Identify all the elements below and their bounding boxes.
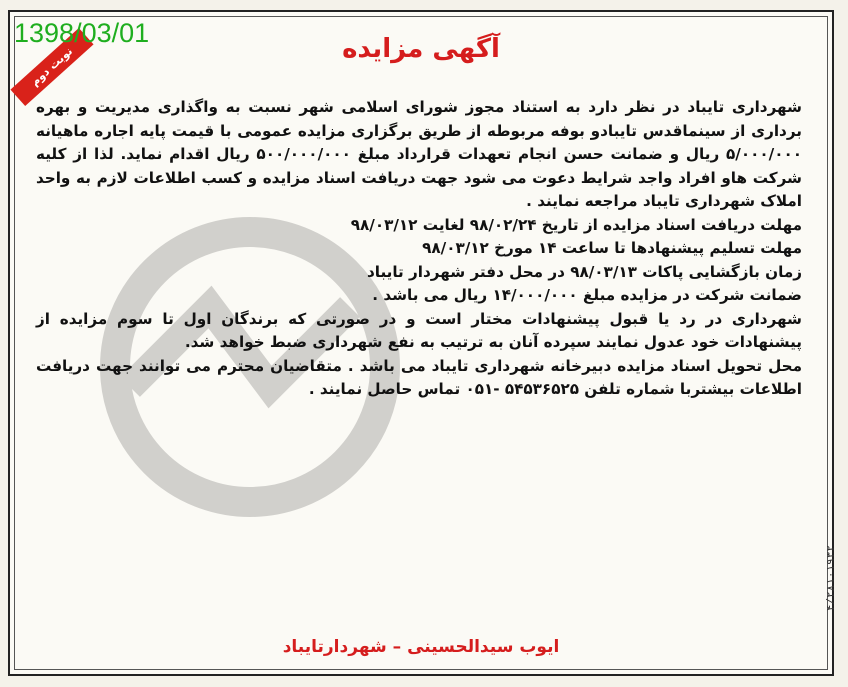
signature: ایوب سیدالحسینی – شهردارتایباد [282,637,560,657]
side-code: ۴/۲۸۱۰۱۹۳۲ [826,545,838,612]
notice-body [36,96,802,402]
ribbon-badge: نوبت دوم [10,28,93,106]
paragraph-intro: شهرداری تایباد در نظر دارد به استناد مجوز شورای اسلامی شهر نسبت به واگذاری مدیریت و بهره برداری از سینماقدس تایبادو بوفه مربوطه از طریق برگزاری مزایده عمومی با قیمت پایه اجاره ماهیانه ۵/۰۰۰/۰۰۰ ریال و ضمانت حسن انجام تعهدات قرارداد مبلغ ۵۰۰/۰۰۰/۰۰۰ ریال اقدام نماید. لذا از کلیه شرکت هاو افراد واجد شرایط دعوت می شود جهت دریافت اسناد مزایده و کسب اطلاعات لازم به واحد املاک شهرداری تایباد مراجعه نمایند . [36,98,802,210]
notice-title: آگهی مزایده [342,34,500,64]
paragraph-opening-time: زمان بازگشایی پاکات ۹۸/۰۳/۱۳ در محل دفتر شهردار تایباد [366,262,802,281]
date-stamp: 1398/03/01 [14,18,150,48]
notice-frame [8,10,834,676]
paragraph-submission-deadline: مهلت تسلیم پیشنهادها تا ساعت ۱۴ مورخ ۹۸/۰۳/۱۲ [422,239,802,257]
paragraph-guarantee: ضمانت شرکت در مزایده مبلغ ۱۴/۰۰۰/۰۰۰ ریال می باشد . [372,286,802,304]
paragraph-doc-deadline: مهلت دریافت اسناد مزایده از تاریخ ۹۸/۰۲/۲۴ لغایت ۹۸/۰۳/۱۲ [350,215,802,234]
paragraph-rights: شهرداری در رد یا قبول پیشنهادات مختار است و در صورتی که برندگان اول تا سوم مزایده از پیشنهادات خود عدول نمایند سپرده آنان به ترتیب به نفع شهرداری ضبط خواهد شد. [36,309,802,351]
paragraph-delivery: محل تحویل اسناد مزایده دبیرخانه شهرداری تایباد می باشد . متقاضیان محترم می توانند جهت دریافت اطلاعات بیشتربا شماره تلفن ۵۴۵۳۶۵۲۵ -۰۵۱ تماس حاصل نمایند . [36,356,802,398]
